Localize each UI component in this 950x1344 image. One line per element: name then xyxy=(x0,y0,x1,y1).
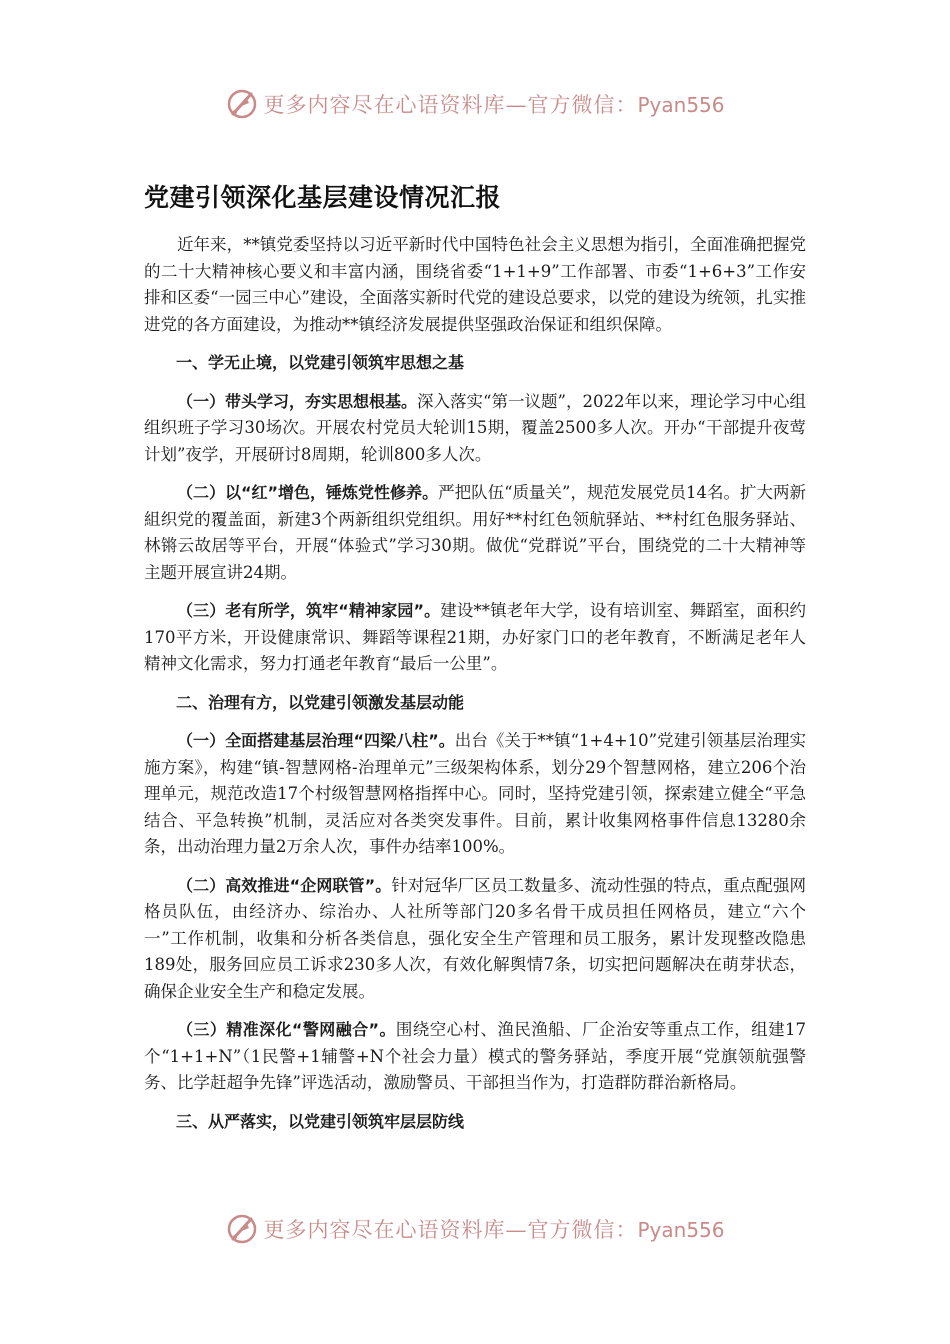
document-body xyxy=(144,232,806,1147)
quill-logo-icon xyxy=(225,1212,259,1246)
paragraph xyxy=(144,598,806,678)
quill-logo-icon xyxy=(225,87,259,121)
paragraph-lead: （三）精准深化“警网融合”。 xyxy=(177,1020,396,1039)
paragraph xyxy=(144,480,806,586)
watermark-banner-top xyxy=(0,84,950,124)
paragraph xyxy=(144,873,806,1006)
paragraph-lead: （三）老有所学，筑牢“精神家园”。 xyxy=(177,601,441,620)
paragraph xyxy=(144,1017,806,1097)
intro-paragraph: 近年来，**镇党委坚持以习近平新时代中国特色社会主义思想为指引，全面准确把握党的二十大精神核心要义和丰富内涵，围绕省委“1+1+9”工作部署、市委“1+6+3”工作安排和区委“一园三中心”建设，全面落实新时代党的建设总要求，以党的建设为统领，扎实推进党的各方面建设，为推动**镇经济发展提供坚强政治保证和组织保障。 xyxy=(144,235,806,334)
document-title: 党建引领深化基层建设情况汇报 xyxy=(144,183,502,212)
paragraph-body: 严把队伍“质量关”，规范发展党员14名。扩大两新組织党的覆盖面，新建3个两新组织党组织。用好**村红色领航驿站、**村红色服务驿站、林锵云故居等平台，开展“体验式”学习30期。做优“党群说”平台，围绕党的二十大精神等主题开展宣讲24期。 xyxy=(144,483,806,582)
paragraph-body: 围绕空心村、渔民渔船、厂企治安等重点工作，组建17个“1+1+N”（1民警+1辅警+N个社会力量）模式的警务驿站，季度开展“党旗领航强警务、比学赶超争先锋”评选活动，激励警员、干部担当作为，打造群防群治新格局。 xyxy=(144,1020,806,1092)
section-heading: 二、治理有方，以党建引领激发基层动能 xyxy=(176,692,465,712)
watermark-text: 更多内容尽在心语资料库—官方微信：Pyan556 xyxy=(263,1218,725,1242)
wechat-id: Pyan556 xyxy=(637,93,725,117)
watermark-text: 更多内容尽在心语资料库—官方微信：Pyan556 xyxy=(263,93,725,117)
paragraph-lead: （二）高效推进“企网联管”。 xyxy=(177,875,392,895)
paragraph-body: 建设**镇老年大学，设有培训室、舞蹈室，面积约170平方米，开设健康常识、舞蹈等课程21期，办好家门口的老年教育，不断满足老年人精神文化需求，努力打通老年教育“最后一公里”。 xyxy=(144,601,806,673)
paragraph xyxy=(144,389,806,469)
paragraph xyxy=(144,728,806,861)
paragraph-lead: （一）全面搭建基层治理“四梁八柱”。 xyxy=(177,731,455,750)
paragraph-body: 深入落实“第一议题”，2022年以来，理论学习中心组组织班子学习30场次。开展农村党员大轮训15期，覆盖2500多人次。开办“干部提升夜莺计划”夜学，开展研讨8周期，轮训800多人次。 xyxy=(144,391,806,464)
section-heading: 一、学无止境，以党建引领筑牢思想之基 xyxy=(176,353,465,372)
paragraph-lead: （一）带头学习，夯实思想根基。 xyxy=(177,391,418,411)
section-heading: 三、从严落实，以党建引领筑牢层层防线 xyxy=(176,1111,465,1131)
paragraph-body: 针对冠华厂区员工数量多、流动性强的特点，重点配强网格员队伍，由经济办、综治办、人社所等部门20多名骨干成员担任网格员，建立“六个一”工作机制，收集和分析各类信息，强化安全生产管理和员工服务，累计发现整改隐患189处，服务回应员工诉求230多人次，有效化解舆情7条，切实把问题解决在萌芽状态，确保企业安全生产和稳定发展。 xyxy=(144,875,806,1001)
watermark-banner-bottom xyxy=(0,1209,950,1249)
paragraph-lead: （二）以“红”增色，锤炼党性修养。 xyxy=(177,483,439,502)
paragraph-body: 出台《关于**镇“1+4+10”党建引领基层治理实施方案》，构建“镇-智慧网格-治理单元”三级架构体系，划分29个智慧网格，建立206个治理单元，规范改造17个村级智慧网格指挥中心。同时，坚持党建引领，探索建立健全“平急结合、平急转换”机制，灵活应对各类突发事件。目前，累计收集网格事件信息13280余条，出动治理力量2万余人次，事件办结率100%。 xyxy=(144,731,806,856)
wechat-id: Pyan556 xyxy=(637,1218,725,1242)
